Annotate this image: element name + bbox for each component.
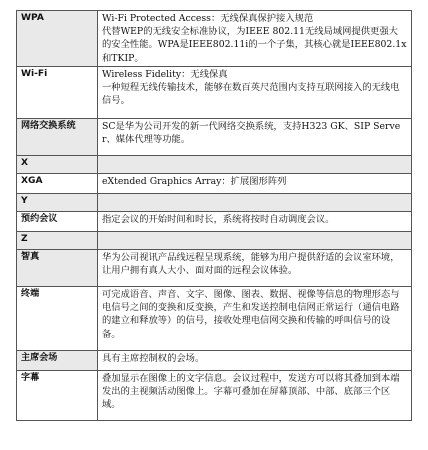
- definition-cell: [98, 287, 412, 351]
- term-cell: 主席会场: [17, 351, 98, 371]
- definition-text: SC是华为公司开发的新一代网络交换系统，支持H323 GK、SIP Server、媒体代理等功能。: [102, 121, 401, 146]
- glossary-row-terminal: [17, 287, 412, 351]
- definition-cell: [98, 371, 412, 421]
- letter-row-z: [17, 232, 412, 250]
- term-cell: XGA: [17, 174, 98, 194]
- term-cell: 预约会议: [17, 212, 98, 232]
- glossary-row-wifi: [17, 67, 412, 119]
- definition-cell: [98, 11, 412, 67]
- term-cell: 终端: [17, 287, 98, 351]
- term-cell: 字幕: [17, 371, 98, 421]
- glossary-row-subtitle: [17, 371, 412, 421]
- letter-heading: Y: [17, 194, 98, 212]
- definition-cell: [98, 351, 412, 371]
- definition-text: 具有主席控制权的会场。: [102, 353, 205, 364]
- glossary-row-scheduled-conference: [17, 212, 412, 232]
- definition-text: 华为公司视讯产品线远程呈现系统，能够为用户提供舒适的会议室环境，让用户拥有真人大小、面对面的远程会议体验。: [102, 252, 400, 277]
- letter-heading-spacer: [98, 194, 412, 212]
- glossary-row-chair-site: [17, 351, 412, 371]
- letter-heading-spacer: [98, 232, 412, 250]
- glossary-row-wpa: [17, 11, 412, 67]
- letter-heading: X: [17, 156, 98, 174]
- glossary-row-xga: [17, 174, 412, 194]
- term-cell: WPA: [17, 11, 98, 67]
- definition-text: 可完成语音、声音、文字、图像、图表、数据、视像等信息的物理形态与电信号之间的变换和反变换，产生和发送控制电信网正常运行（通信电路的建立和释放等）的信号，接收处理电信网交换和传输的呼叫信号的设备。: [102, 289, 400, 340]
- definition-cell: [98, 119, 412, 156]
- definition-text: eXtended Graphics Array：扩展图形阵列: [102, 176, 287, 187]
- glossary-page: [16, 10, 412, 421]
- glossary-table: [16, 10, 412, 421]
- definition-text: 代替WEP的无线安全标准协议，为IEEE 802.11无线局域网提供更强大的安全性能。WPA是IEEE802.11i的一个子集，其核心就是IEEE802.1x和TKIP。: [102, 26, 407, 64]
- glossary-row-network-switch: [17, 119, 412, 156]
- glossary-row-telepresence: [17, 250, 412, 287]
- letter-row-y: [17, 194, 412, 212]
- definition-cell: [98, 67, 412, 119]
- term-cell: 智真: [17, 250, 98, 287]
- term-cell: 网络交换系统: [17, 119, 98, 156]
- letter-heading-spacer: [98, 156, 412, 174]
- letter-row-x: [17, 156, 412, 174]
- definition-text: Wireless Fidelity：无线保真: [102, 69, 228, 80]
- definition-text: 叠加显示在图像上的文字信息。会议过程中，发送方可以将其叠加到本端发出的主视频活动图像上。字幕可叠加在屏幕顶部、中部、底部三个区域。: [102, 373, 400, 411]
- definition-cell: [98, 212, 412, 232]
- definition-text: 指定会议的开始时间和时长，系统将按时自动调度会议。: [102, 214, 335, 225]
- definition-text: 一种短程无线传输技术，能够在数百英尺范围内支持互联网接入的无线电信号。: [102, 82, 400, 107]
- term-cell: Wi-Fi: [17, 67, 98, 119]
- letter-heading: Z: [17, 232, 98, 250]
- definition-text: Wi-Fi Protected Access：无线保真保护接入规范: [102, 13, 314, 24]
- definition-cell: [98, 174, 412, 194]
- definition-cell: [98, 250, 412, 287]
